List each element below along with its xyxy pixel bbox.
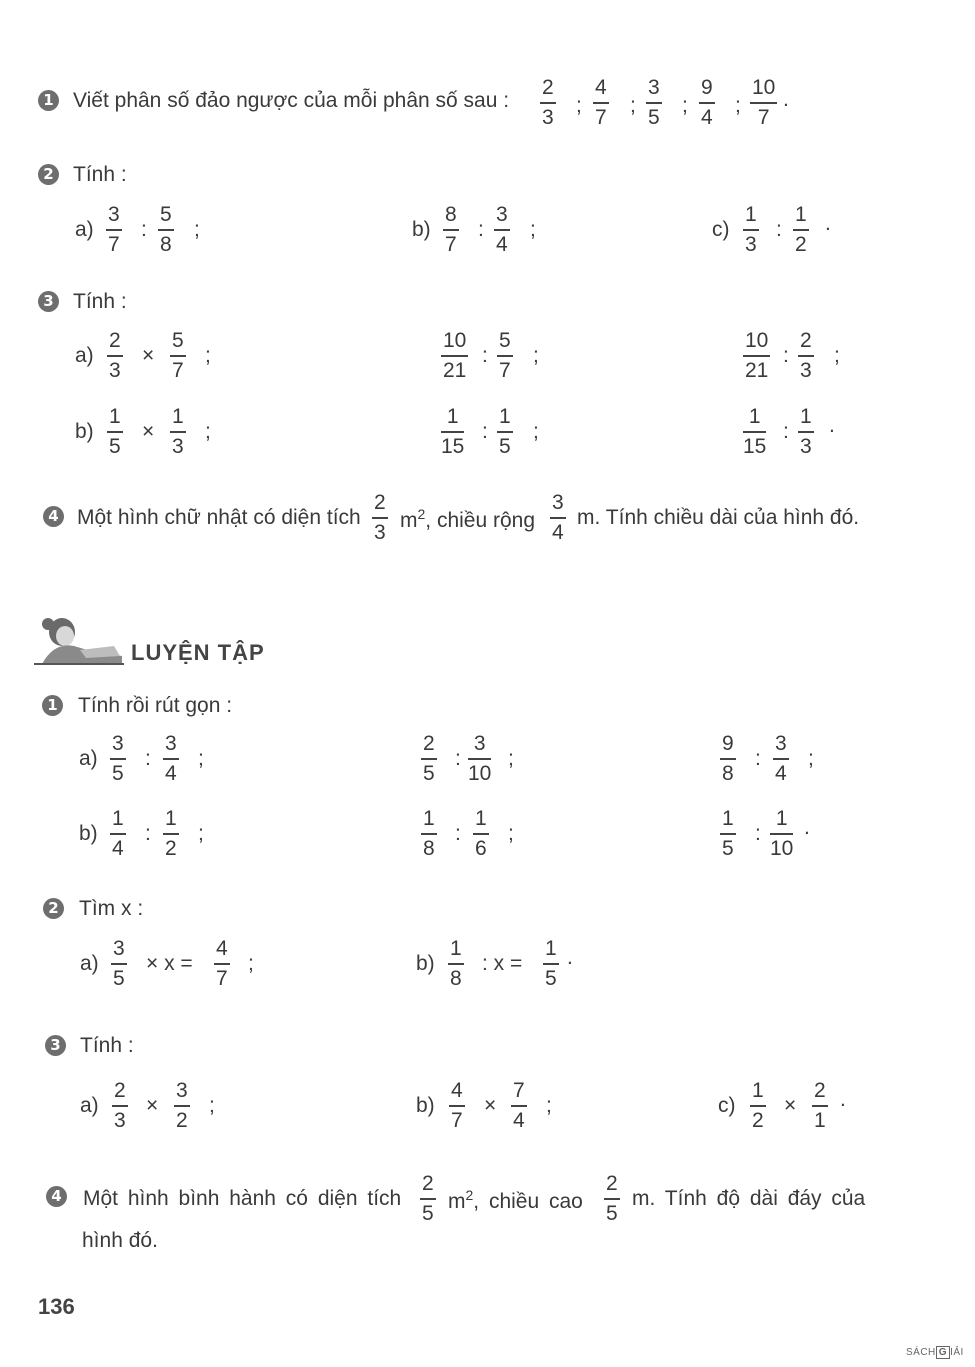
exercise-number-badge: 2 xyxy=(43,898,64,919)
fraction xyxy=(543,937,559,991)
fraction xyxy=(111,937,127,991)
fraction xyxy=(743,203,759,257)
equation-middle: × x = xyxy=(146,952,193,975)
numerator: 10 xyxy=(752,76,776,99)
separator: ; xyxy=(533,420,539,443)
denominator: 4 xyxy=(552,520,564,544)
numerator: 8 xyxy=(445,203,457,226)
numerator: 1 xyxy=(795,203,807,226)
fraction xyxy=(170,329,186,383)
denominator: 4 xyxy=(775,761,787,785)
exercise-title: Tìm x : xyxy=(79,897,144,920)
separator: ; xyxy=(205,344,211,367)
numerator: 2 xyxy=(542,76,554,99)
denominator: 2 xyxy=(752,1108,764,1132)
separator: ; xyxy=(834,344,840,367)
denominator: 4 xyxy=(112,836,124,860)
numerator: 1 xyxy=(165,807,177,830)
numerator: 3 xyxy=(113,937,125,960)
fraction xyxy=(793,203,809,257)
fraction xyxy=(550,491,566,545)
numerator: 10 xyxy=(443,329,467,352)
item-label: b) xyxy=(75,420,94,443)
numerator: 2 xyxy=(800,329,812,352)
separator: ; xyxy=(205,420,211,443)
numerator: 1 xyxy=(748,405,761,428)
separator: ; xyxy=(198,822,204,845)
numerator: 4 xyxy=(451,1079,463,1102)
item-label: b) xyxy=(79,822,98,845)
brand-watermark: SÁCH G IẢI xyxy=(906,1347,964,1358)
equation-middle: : x = xyxy=(482,952,523,975)
separator: . xyxy=(829,414,835,437)
fraction xyxy=(163,732,179,786)
numerator: 3 xyxy=(165,732,177,755)
denominator: 3 xyxy=(800,358,812,382)
fraction xyxy=(107,405,123,459)
denominator: 5 xyxy=(423,761,435,785)
unit-text: $m^2$, chiều rộng xyxy=(400,506,536,532)
fraction xyxy=(750,76,777,130)
exercise-text: Một hình chữ nhật có diện tích xyxy=(77,506,361,529)
fraction xyxy=(441,329,468,383)
numerator: 2 xyxy=(814,1079,826,1102)
separator: ; xyxy=(630,94,636,117)
numerator: 1 xyxy=(423,807,435,830)
denominator: 10 xyxy=(770,836,794,860)
numerator: 1 xyxy=(800,405,812,428)
denominator: 5 xyxy=(112,761,124,785)
fraction xyxy=(720,732,736,786)
denominator: 2 xyxy=(165,836,177,860)
numerator: 5 xyxy=(172,329,184,352)
numerator: 1 xyxy=(722,807,734,830)
numerator: 1 xyxy=(450,937,462,960)
fraction xyxy=(449,1079,465,1133)
fraction xyxy=(812,1079,828,1133)
numerator: 1 xyxy=(499,405,511,428)
fraction xyxy=(421,732,437,786)
operator: : xyxy=(783,420,789,443)
separator: ; xyxy=(533,344,539,367)
denominator: 4 xyxy=(165,761,177,785)
separator: . xyxy=(825,212,831,235)
exercise-number-badge: 3 xyxy=(38,291,59,312)
fraction xyxy=(593,76,609,130)
exercise-text-line2: hình đó. xyxy=(82,1229,158,1252)
fraction xyxy=(646,76,662,130)
numerator: 7 xyxy=(513,1079,525,1102)
numerator: 1 xyxy=(475,807,487,830)
separator: ; xyxy=(248,952,254,975)
numerator: 3 xyxy=(176,1079,188,1102)
denominator: 1 xyxy=(814,1108,826,1132)
fraction xyxy=(497,405,513,459)
exercise-number-badge: 1 xyxy=(42,695,63,716)
numerator: 10 xyxy=(745,329,769,352)
denominator: 5 xyxy=(722,836,734,860)
separator: ; xyxy=(530,218,536,241)
operator: : xyxy=(783,344,789,367)
separator: ; xyxy=(546,1094,552,1117)
separator: ; xyxy=(194,218,200,241)
fraction xyxy=(699,76,715,130)
numerator: 5 xyxy=(160,203,172,226)
numerator: 2 xyxy=(606,1172,618,1195)
denominator: 4 xyxy=(496,232,508,256)
exercise-title: Tính : xyxy=(80,1034,134,1057)
denominator: 3 xyxy=(745,232,757,256)
exercise-text: m. Tính độ dài đáy của xyxy=(632,1187,866,1210)
denominator: 8 xyxy=(722,761,734,785)
denominator: 5 xyxy=(113,966,125,990)
denominator: 15 xyxy=(441,434,465,458)
operator: : xyxy=(145,822,151,845)
item-label: c) xyxy=(718,1094,736,1117)
operator: × xyxy=(484,1094,497,1117)
operator: : xyxy=(482,420,488,443)
numerator: 1 xyxy=(446,405,459,428)
fraction xyxy=(443,203,459,257)
numerator: 1 xyxy=(112,807,124,830)
denominator: 15 xyxy=(743,434,767,458)
operator: : xyxy=(145,747,151,770)
numerator: 5 xyxy=(499,329,511,352)
operator: : xyxy=(482,344,488,367)
fraction xyxy=(720,807,736,861)
item-label: a) xyxy=(80,952,99,975)
denominator: 3 xyxy=(800,434,812,458)
denominator: 21 xyxy=(443,358,467,382)
denominator: 5 xyxy=(109,434,121,458)
item-label: a) xyxy=(75,218,94,241)
denominator: 8 xyxy=(160,232,172,256)
fraction xyxy=(110,732,126,786)
denominator: 7 xyxy=(451,1108,463,1132)
fraction xyxy=(420,1172,436,1226)
denominator: 7 xyxy=(595,105,607,129)
fraction xyxy=(497,329,513,383)
denominator: 5 xyxy=(499,434,511,458)
fraction xyxy=(106,203,122,257)
numerator: 2 xyxy=(109,329,121,352)
numerator: 4 xyxy=(216,937,228,960)
numerator: 1 xyxy=(545,937,557,960)
exercise-text: Một hình bình hành có diện tích xyxy=(83,1187,402,1210)
denominator: 5 xyxy=(422,1201,434,1225)
denominator: 5 xyxy=(606,1201,618,1225)
separator: . xyxy=(804,816,810,839)
denominator: 8 xyxy=(423,836,435,860)
item-label: a) xyxy=(80,1094,99,1117)
fraction xyxy=(468,732,491,786)
item-label: c) xyxy=(712,218,730,241)
numerator: 1 xyxy=(109,405,121,428)
denominator: 7 xyxy=(108,232,120,256)
fraction xyxy=(112,1079,128,1133)
numerator: 1 xyxy=(745,203,757,226)
fraction xyxy=(372,491,388,545)
item-label: a) xyxy=(75,344,94,367)
operator: × xyxy=(142,420,155,443)
separator: . xyxy=(840,1088,846,1111)
separator: . xyxy=(783,88,789,111)
denominator: 7 xyxy=(499,358,511,382)
numerator: 9 xyxy=(701,76,713,99)
operator: × xyxy=(784,1094,797,1117)
exercise-number-badge: 4 xyxy=(46,1186,67,1207)
separator: . xyxy=(567,946,573,969)
operator: : xyxy=(755,822,761,845)
item-label: b) xyxy=(416,952,435,975)
denominator: 21 xyxy=(745,358,769,382)
separator: ; xyxy=(808,747,814,770)
separator: ; xyxy=(198,747,204,770)
exercise-number-badge: 2 xyxy=(38,164,59,185)
numerator: 2 xyxy=(114,1079,126,1102)
fraction xyxy=(107,329,123,383)
fraction xyxy=(421,807,437,861)
fraction xyxy=(163,807,179,861)
denominator: 3 xyxy=(374,520,386,544)
denominator: 7 xyxy=(172,358,184,382)
numerator: 1 xyxy=(172,405,184,428)
fraction xyxy=(743,329,770,383)
numerator: 2 xyxy=(422,1172,434,1195)
fraction xyxy=(773,732,789,786)
denominator: 4 xyxy=(513,1108,525,1132)
denominator: 7 xyxy=(445,232,457,256)
separator: ; xyxy=(735,94,741,117)
fraction xyxy=(604,1172,620,1226)
exercise-text: Viết phân số đảo ngược của mỗi phân số sau : xyxy=(73,89,510,112)
exercise-text: m. Tính chiều dài của hình đó. xyxy=(577,506,860,529)
denominator: 10 xyxy=(468,761,492,785)
separator: ; xyxy=(682,94,688,117)
numerator: 3 xyxy=(775,732,787,755)
separator: ; xyxy=(508,747,514,770)
exercise-title: Tính rồi rút gọn : xyxy=(78,694,233,717)
denominator: 3 xyxy=(109,358,121,382)
operator: × xyxy=(142,344,155,367)
operator: : xyxy=(455,747,461,770)
numerator: 3 xyxy=(648,76,660,99)
exercise-title: Tính : xyxy=(73,163,127,186)
fraction xyxy=(750,1079,766,1133)
denominator: 5 xyxy=(648,105,660,129)
item-label: b) xyxy=(416,1094,435,1117)
operator: : xyxy=(755,747,761,770)
numerator: 3 xyxy=(552,491,564,514)
separator: ; xyxy=(508,822,514,845)
denominator: 4 xyxy=(701,105,713,129)
numerator: 4 xyxy=(595,76,607,99)
denominator: 6 xyxy=(475,836,487,860)
operator: : xyxy=(478,218,484,241)
fraction xyxy=(110,807,126,861)
denominator: 8 xyxy=(450,966,462,990)
operator: : xyxy=(141,218,147,241)
denominator: 3 xyxy=(114,1108,126,1132)
operator: : xyxy=(455,822,461,845)
exercise-title: Tính : xyxy=(73,290,127,313)
numerator: 3 xyxy=(108,203,120,226)
fraction xyxy=(511,1079,527,1133)
numerator: 1 xyxy=(752,1079,764,1102)
fraction xyxy=(494,203,510,257)
exercise-number-badge: 4 xyxy=(43,506,64,527)
fraction xyxy=(473,807,489,861)
item-label: b) xyxy=(412,218,431,241)
operator: × xyxy=(146,1094,159,1117)
exercise-number-badge: 1 xyxy=(38,90,59,111)
unit-text: $m^2$, chiều cao xyxy=(448,1187,583,1213)
denominator: 7 xyxy=(757,105,770,129)
page-number: 136 xyxy=(38,1294,75,1319)
numerator: 3 xyxy=(496,203,508,226)
numerator: 9 xyxy=(722,732,734,755)
item-label: a) xyxy=(79,747,98,770)
section-heading: LUYỆN TẬP xyxy=(131,640,265,665)
fraction xyxy=(441,405,464,459)
denominator: 2 xyxy=(176,1108,188,1132)
separator: ; xyxy=(209,1094,215,1117)
exercise-number-badge: 3 xyxy=(45,1035,66,1056)
numerator: 2 xyxy=(423,732,435,755)
separator: ; xyxy=(576,94,582,117)
fraction xyxy=(214,937,230,991)
numerator: 2 xyxy=(374,491,386,514)
fraction xyxy=(170,405,186,459)
numerator: 3 xyxy=(112,732,124,755)
denominator: 2 xyxy=(795,232,807,256)
fraction xyxy=(770,807,793,861)
denominator: 3 xyxy=(542,105,554,129)
fraction xyxy=(158,203,174,257)
fraction xyxy=(798,329,814,383)
denominator: 5 xyxy=(545,966,557,990)
fraction xyxy=(798,405,814,459)
numerator: 3 xyxy=(473,732,486,755)
operator: : xyxy=(776,218,782,241)
fraction xyxy=(448,937,464,991)
denominator: 3 xyxy=(172,434,184,458)
numerator: 1 xyxy=(775,807,788,830)
fraction xyxy=(540,76,556,130)
denominator: 7 xyxy=(216,966,228,990)
fraction xyxy=(743,405,766,459)
reading-girl-icon xyxy=(34,612,124,668)
fraction xyxy=(174,1079,190,1133)
